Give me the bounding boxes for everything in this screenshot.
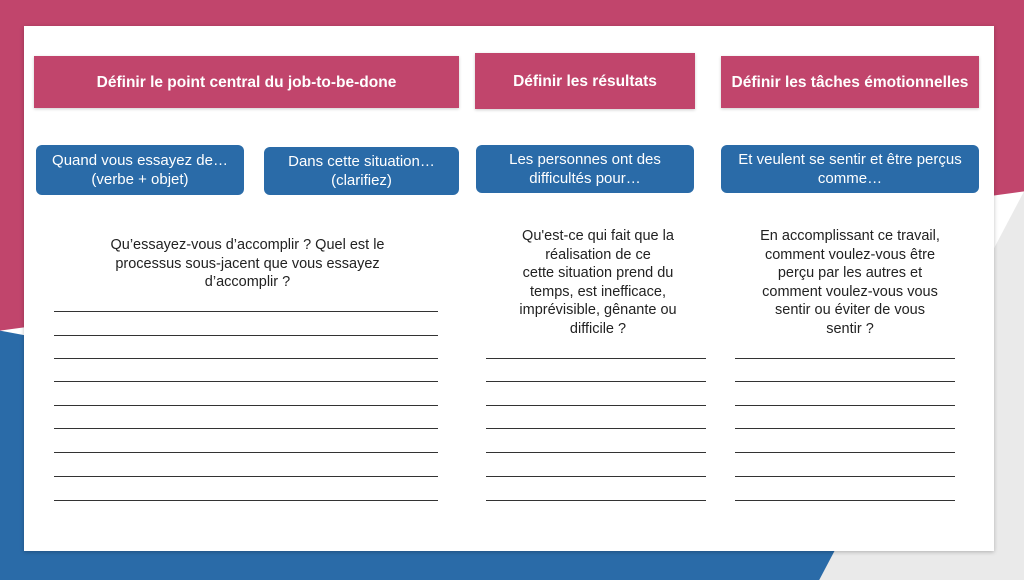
question-line: Qu'est-ce qui fait que la — [522, 228, 674, 244]
prompt-et-veulent: Et veulent se sentir et être perçus comme… — [721, 145, 979, 193]
question-line: d’accomplir ? — [204, 274, 291, 290]
question-column-3 — [733, 227, 967, 338]
question-column-1 — [60, 236, 435, 292]
answer-line[interactable] — [486, 428, 706, 429]
question-line: Qu’essayez-vous d’accomplir ? Quel est le — [110, 237, 385, 253]
question-line: comment voulez-vous vous — [762, 283, 938, 300]
prompt-quand-vous-essayez: Quand vous essayez de…(verbe + objet) — [36, 145, 244, 195]
header-taches-emotionnelles: Définir les tâches émotionnelles — [721, 56, 979, 108]
answer-line[interactable] — [54, 428, 438, 429]
answer-line[interactable] — [54, 476, 438, 477]
answer-line[interactable] — [735, 381, 955, 382]
prompt-les-personnes: Les personnes ont des difficultés pour… — [476, 145, 694, 193]
answer-line[interactable] — [735, 428, 955, 429]
prompt-dans-cette-situation: Dans cette situation…(clarifiez) — [264, 147, 459, 195]
question-line: En accomplissant ce travail, — [760, 228, 940, 244]
question-line: sentir ou éviter de vous — [775, 302, 925, 318]
question-line: comment voulez-vous être — [764, 246, 936, 263]
answer-line[interactable] — [54, 452, 438, 453]
answer-line[interactable] — [54, 335, 438, 336]
question-line: difficile ? — [569, 320, 627, 337]
answer-line[interactable] — [735, 358, 955, 359]
header-job-to-be-done: Définir le point central du job-to-be-done — [34, 56, 459, 108]
question-line: temps, est inefficace, — [530, 283, 666, 300]
question-line: sentir ? — [826, 320, 874, 337]
answer-line[interactable] — [735, 476, 955, 477]
answer-line[interactable] — [54, 405, 438, 406]
answer-line[interactable] — [54, 500, 438, 501]
question-line: imprévisible, gênante ou — [519, 302, 677, 318]
answer-line[interactable] — [486, 500, 706, 501]
answer-line[interactable] — [486, 405, 706, 406]
answer-line[interactable] — [54, 311, 438, 312]
answer-line[interactable] — [54, 381, 438, 382]
answer-line[interactable] — [486, 381, 706, 382]
header-resultats: Définir les résultats — [475, 53, 695, 109]
question-line: réalisation de ce — [545, 246, 651, 263]
answer-line[interactable] — [54, 358, 438, 359]
question-line: processus sous-jacent que vous essayez — [115, 255, 380, 272]
answer-line[interactable] — [735, 452, 955, 453]
answer-line[interactable] — [486, 476, 706, 477]
question-column-2 — [488, 227, 708, 338]
answer-line[interactable] — [486, 358, 706, 359]
answer-line[interactable] — [486, 452, 706, 453]
answer-line[interactable] — [735, 500, 955, 501]
question-line: cette situation prend du — [522, 265, 674, 281]
question-line: perçu par les autres et — [777, 265, 923, 281]
answer-line[interactable] — [735, 405, 955, 406]
